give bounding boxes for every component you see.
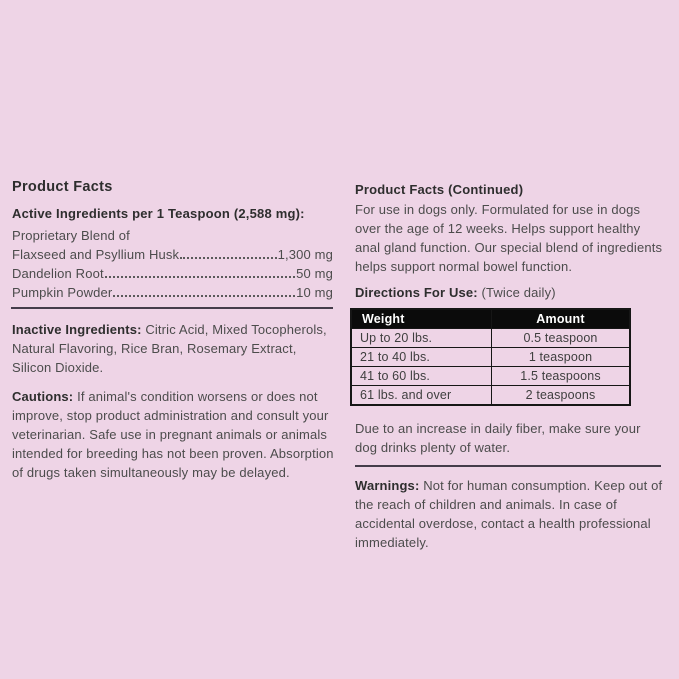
- active-ingredients-heading: Active Ingredients per 1 Teaspoon (2,588 mg):: [12, 206, 305, 221]
- amount-column-header: Amount: [492, 309, 631, 329]
- dot-leader: [113, 295, 295, 297]
- weight-cell: 41 to 60 lbs.: [351, 367, 492, 386]
- left-column: [12, 178, 333, 482]
- directions-label: Directions For Use:: [355, 285, 478, 300]
- ingredient-name: Flaxseed and Psyllium Husk: [12, 247, 180, 262]
- fiber-note-paragraph: Due to an increase in daily fiber, make sure your dog drinks plenty of water.: [355, 421, 641, 455]
- directions-frequency: (Twice daily): [481, 285, 556, 300]
- cautions-label: Cautions:: [12, 389, 74, 404]
- dosage-table: [350, 308, 631, 406]
- usage-intro-paragraph: For use in dogs only. Formulated for use in dogs over the age of 12 weeks. Helps support healthy anal gland function. Our special blend of ingredients helps support normal bowel function.: [355, 202, 663, 274]
- ingredient-amount: 50 mg: [296, 266, 333, 281]
- inactive-ingredients-paragraph: Inactive Ingredients: Citric Acid, Mixed Tocopherols, Natural Flavoring, Rice Bran, Rosemary Extract, Silicon Dioxide.: [12, 322, 327, 375]
- dot-leader: [105, 276, 295, 278]
- ingredient-row: [12, 245, 333, 264]
- amount-cell: 2 teaspoons: [492, 386, 631, 406]
- dosage-table-header-row: [351, 309, 630, 329]
- dot-leader: [180, 257, 276, 259]
- proprietary-blend-intro: Proprietary Blend of: [12, 228, 130, 243]
- ingredient-name: Dandelion Root: [12, 266, 104, 281]
- right-column: [355, 180, 671, 552]
- warnings-paragraph: Warnings: Not for human consumption. Keep out of the reach of children and animals. In case of accidental overdose, contact a health professional immediately.: [355, 478, 663, 550]
- ingredient-amount: 1,300 mg: [277, 247, 333, 262]
- directions-heading: [355, 283, 671, 302]
- ingredient-row: [12, 283, 333, 302]
- ingredient-amount: 10 mg: [296, 285, 333, 300]
- cautions-paragraph: Cautions: If animal's condition worsens or does not improve, stop product administration and consult your veterinarian. Safe use in pregnant animals or animals intended for breeding has not been proven. Absorption of drugs taken simultaneously may be delayed.: [12, 389, 334, 480]
- ingredient-row: [12, 264, 333, 283]
- product-facts-continued-title: Product Facts (Continued): [355, 182, 524, 197]
- dosage-table-row: [351, 386, 630, 406]
- ingredient-name: Pumpkin Powder: [12, 285, 113, 300]
- dosage-table-row: [351, 348, 630, 367]
- dosage-table-row: [351, 329, 630, 348]
- section-divider: [11, 307, 333, 309]
- section-divider: [355, 465, 661, 467]
- weight-column-header: Weight: [351, 309, 492, 329]
- product-facts-title: Product Facts: [12, 179, 113, 195]
- amount-cell: 0.5 teaspoon: [492, 329, 631, 348]
- weight-cell: 61 lbs. and over: [351, 386, 492, 406]
- weight-cell: Up to 20 lbs.: [351, 329, 492, 348]
- warnings-label: Warnings:: [355, 478, 420, 493]
- dosage-table-row: [351, 367, 630, 386]
- amount-cell: 1.5 teaspoons: [492, 367, 631, 386]
- inactive-ingredients-label: Inactive Ingredients:: [12, 322, 142, 337]
- weight-cell: 21 to 40 lbs.: [351, 348, 492, 367]
- amount-cell: 1 teaspoon: [492, 348, 631, 367]
